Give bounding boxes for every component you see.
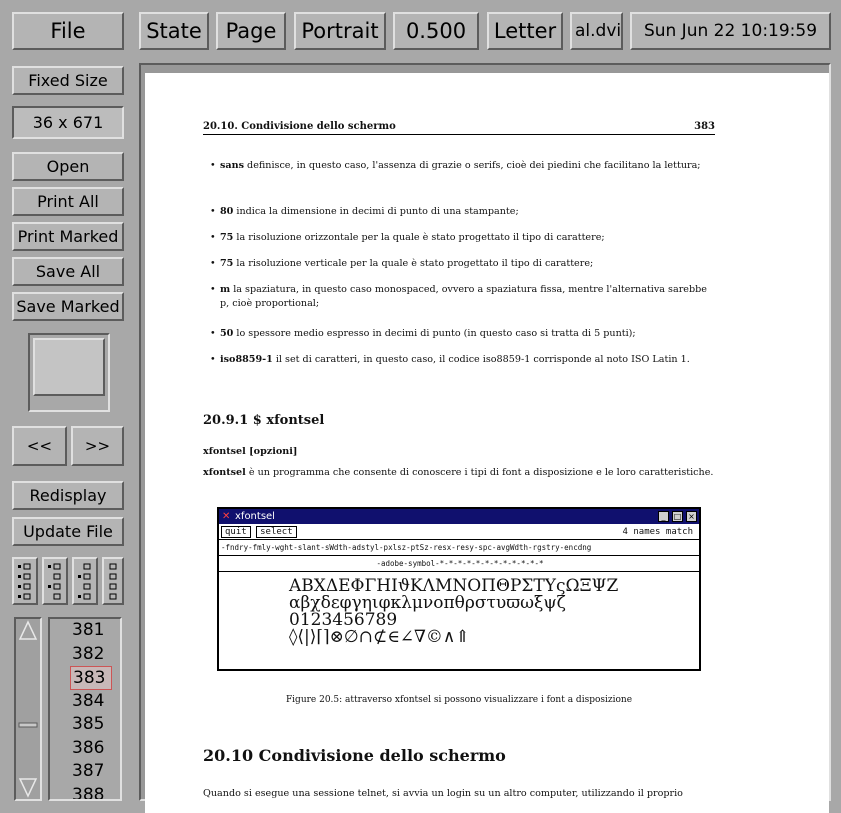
font-sample-line: ◊⟨|⟩⌈⌉⊗∅∩⊄∈∠∇©∧⇑ (289, 627, 470, 647)
save-all-button[interactable]: Save All (12, 257, 124, 286)
paragraph-line: Quando si esegue una sessione telnet, si avvia un login su un altro computer, utilizzando il proprio (203, 788, 683, 799)
quit-label: quit (221, 526, 251, 538)
font-sample (219, 572, 699, 646)
header-page-number: 383 (694, 121, 715, 132)
page-list-item[interactable]: 386 (72, 737, 105, 758)
orientation-button[interactable]: Portrait (294, 12, 386, 50)
page-list-scrollbar[interactable] (14, 617, 42, 801)
header-title: 20.10. Condivisione dello schermo (203, 121, 396, 132)
document-page (145, 73, 829, 813)
bullet-item: • iso8859-1 il set di caratteri, in questo caso, il codice iso8859-1 corrisponde al noto ISO Latin 1. (220, 353, 716, 367)
bullet-item: • 75 la risoluzione verticale per la quale è stato progettato il tipo di carattere; (220, 257, 716, 271)
filename-field[interactable]: al.dvi (570, 12, 623, 50)
font-name-row: -adobe-symbol-*-*-*-*-*-*-*-*-*-*-*-* (219, 556, 699, 572)
bullet-item: • 50 lo spessore medio espresso in decimi di punto (in questo caso si tratta di 5 punti); (220, 327, 716, 341)
fixed-size-button[interactable]: Fixed Size (12, 66, 124, 95)
save-marked-button[interactable]: Save Marked (12, 292, 124, 321)
select-label: select (256, 526, 297, 538)
mark-even-icon[interactable] (72, 557, 98, 605)
state-button[interactable]: State (139, 12, 209, 50)
document-viewer[interactable] (139, 63, 831, 801)
minimize-icon: _ (658, 511, 669, 522)
print-marked-button[interactable]: Print Marked (12, 222, 124, 251)
figure-caption: Figure 20.5: attraverso xfontsel si possono visualizzare i font a disposizione (285, 695, 633, 705)
magnification-button[interactable]: 0.500 (393, 12, 479, 50)
unmark-all-icon[interactable] (102, 557, 124, 605)
next-page-button[interactable]: >> (71, 426, 124, 466)
file-button[interactable]: File (12, 12, 124, 50)
paper-size-button[interactable]: Letter (487, 12, 563, 50)
page-button[interactable]: Page (216, 12, 286, 50)
syntax-line: xfontsel [opzioni] (203, 446, 298, 457)
mark-odd-icon[interactable] (42, 557, 68, 605)
xfontsel-window (217, 507, 701, 671)
update-file-button[interactable]: Update File (12, 517, 124, 546)
close-icon: × (686, 511, 697, 522)
subsection-heading: 20.9.1 $ xfontsel (203, 413, 325, 428)
print-all-button[interactable]: Print All (12, 187, 124, 216)
description-paragraph: xfontsel è un programma che consente di conoscere i tipi di font a disposizione e le loro caratteristiche. (203, 467, 714, 478)
font-pattern-row: -fndry-fmly-wght-slant-sWdth-adstyl-pxlsz-ptSz-resx-resy-spc-avgWdth-rgstry-encdng (219, 540, 699, 556)
font-sample-line: αβχδεφγηιφκλμνοπθρστυϖωξψζ (289, 593, 566, 613)
xfontsel-titlebar (219, 509, 699, 524)
redisplay-button[interactable]: Redisplay (12, 481, 124, 510)
xfontsel-title: xfontsel (235, 511, 275, 522)
maximize-icon: □ (673, 512, 682, 521)
xfontsel-menubar (219, 524, 699, 540)
scroll-up-icon (20, 622, 36, 639)
page-list-item[interactable]: 384 (72, 690, 105, 711)
scroll-down-icon (20, 779, 36, 796)
size-display: 36 x 671 (12, 106, 124, 139)
page-list-item[interactable]: 385 (72, 714, 105, 734)
x-logo-icon: ✕ (222, 511, 231, 522)
bullet-item: • 75 la risoluzione orizzontale per la quale è stato progettato il tipo di carattere; (220, 231, 716, 245)
page-list-item[interactable]: 383 (70, 666, 112, 690)
date-display: Sun Jun 22 10:19:59 (630, 12, 831, 50)
preview-panel (28, 333, 110, 412)
bullet-item: • m la spaziatura, in questo caso monospaced, ovvero a spaziatura fissa, mentre l'alternativa sarebbe p, cioè proportional; (220, 283, 716, 311)
bullet-item: • 80 indica la dimensione in decimi di punto di una stampante; (220, 205, 716, 219)
prev-page-button[interactable]: << (12, 426, 67, 466)
font-sample-line: ΑΒΧΔΕΦΓΗΙϑΚΛΜΝΟΠΘΡΣΤΥςΩΞΨΖ (289, 576, 619, 596)
font-sample-line: 0123456789 (289, 610, 398, 630)
section-heading: 20.10 Condivisione dello schermo (203, 746, 506, 765)
page-list-item[interactable]: 381 (72, 620, 105, 640)
page-list-item[interactable]: 387 (72, 761, 105, 781)
open-button[interactable]: Open (12, 152, 124, 181)
page-list-item[interactable]: 382 (72, 643, 105, 664)
bullet-item: • sans definisce, in questo caso, l'assenza di grazie o serifs, cioè dei piedini che facilitano la lettura; (220, 159, 716, 173)
scroll-thumb (19, 723, 37, 727)
running-header (203, 121, 715, 135)
names-match-label: 4 names match (622, 527, 693, 537)
page-list[interactable] (48, 617, 122, 801)
page-list-item[interactable]: 388 (72, 784, 105, 801)
mark-all-icon[interactable] (12, 557, 38, 605)
